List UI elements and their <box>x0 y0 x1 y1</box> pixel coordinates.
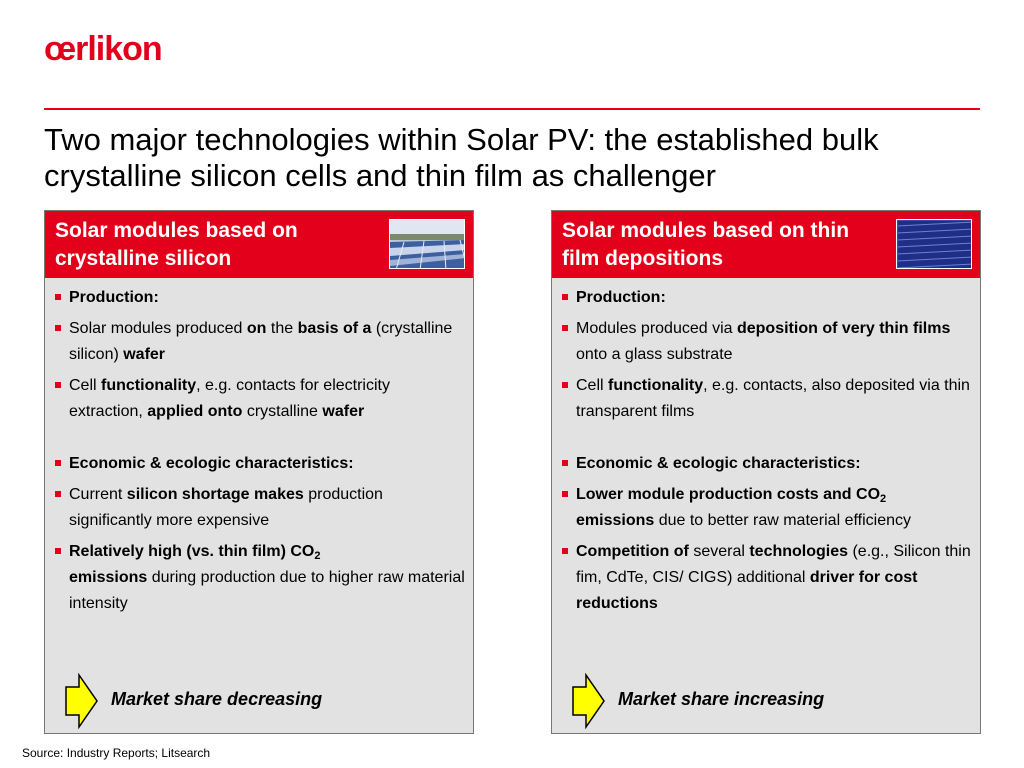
bullet-text: Current <box>69 486 127 503</box>
yellow-right-arrow-icon <box>572 673 606 729</box>
bullet-text: wafer <box>123 346 166 363</box>
square-bullet-icon <box>55 325 61 331</box>
bullet-text: Production: <box>576 289 666 306</box>
list-item <box>560 316 972 368</box>
bullet-text: , e.g. contacts, also deposited via thin transparent films <box>576 377 970 420</box>
square-bullet-icon <box>562 382 568 388</box>
yellow-right-arrow-icon <box>65 673 99 729</box>
square-bullet-icon <box>55 460 61 466</box>
list-item <box>560 373 972 425</box>
bullet-text: emissions <box>69 569 148 586</box>
list-item <box>560 482 972 534</box>
bullet-text: Solar modules produced <box>69 320 247 337</box>
bullet-text: applied onto <box>147 403 243 420</box>
square-bullet-icon <box>55 548 61 554</box>
bullet-text: emissions <box>576 512 655 529</box>
square-bullet-icon <box>55 491 61 497</box>
list-item <box>560 539 972 617</box>
list-item <box>560 451 972 477</box>
market-share-label: Market share decreasing <box>111 689 323 709</box>
bullet-text: due to better raw material efficiency <box>654 512 911 529</box>
list-item <box>53 316 465 368</box>
bullet-text: Cell <box>576 377 609 394</box>
bullet-text: Economic & ecologic characteristics: <box>576 455 861 472</box>
bullet-text: the <box>266 320 298 337</box>
bullet-list <box>53 285 465 622</box>
bullet-text: functionality <box>101 377 197 394</box>
bullet-text: Economic & ecologic characteristics: <box>69 455 354 472</box>
list-item <box>53 451 465 477</box>
square-bullet-icon <box>562 548 568 554</box>
bullet-text: Relatively high (vs. thin film) CO <box>69 543 315 560</box>
source-note: Source: Industry Reports; Litsearch <box>22 746 211 760</box>
market-share-callout <box>65 673 465 729</box>
bullet-text: basis of a <box>297 320 372 337</box>
square-bullet-icon <box>55 382 61 388</box>
slide-title: Two major technologies within Solar PV: the established bulk crystalline silicon cells and thin film as challenger <box>44 122 879 193</box>
bullet-text: Competition of <box>576 543 689 560</box>
bullet-text: production significantly more expensive <box>69 486 383 529</box>
bullet-text: Modules produced via <box>576 320 737 337</box>
subscript: 2 <box>314 550 321 562</box>
square-bullet-icon <box>562 460 568 466</box>
square-bullet-icon <box>562 294 568 300</box>
bullet-text: Production: <box>69 289 159 306</box>
panel-header-title: Solar modules based on thin film depositions <box>562 219 850 270</box>
bullet-text: during production due to higher raw material intensity <box>69 569 465 612</box>
square-bullet-icon <box>55 294 61 300</box>
header-rule <box>44 108 980 110</box>
bullet-text: (e.g., Silicon thin fim, CdTe, CIS/ CIGS) additional <box>576 543 971 586</box>
list-item <box>53 482 465 534</box>
bullet-text: silicon shortage makes <box>126 486 304 503</box>
bullet-text: Lower module production costs and CO <box>576 486 881 503</box>
bullet-text: wafer <box>322 403 365 420</box>
square-bullet-icon <box>562 491 568 497</box>
crystalline-silicon-panel <box>44 210 474 734</box>
bullet-list <box>560 285 972 622</box>
list-item <box>53 373 465 425</box>
thin-film-panel <box>551 210 981 734</box>
bullet-text: several <box>688 543 750 560</box>
panel-header <box>45 211 473 278</box>
thin-film-panel-photo <box>896 219 972 269</box>
bullet-text: , e.g. contacts for electricity extraction, <box>69 377 390 420</box>
bullet-text: Cell <box>69 377 102 394</box>
panel-header <box>552 211 980 278</box>
panel-header-title: Solar modules based on crystalline silicon <box>55 219 298 270</box>
solar-panel-field-photo <box>389 219 465 269</box>
bullet-text: deposition of very thin films <box>736 320 951 337</box>
list-item <box>53 539 465 617</box>
bullet-text: crystalline <box>242 403 323 420</box>
bullet-text: onto a glass substrate <box>576 346 733 363</box>
bullet-text: on <box>246 320 267 337</box>
list-item <box>53 285 465 311</box>
square-bullet-icon <box>562 325 568 331</box>
bullet-text: functionality <box>608 377 704 394</box>
oerlikon-logo: œrlikon <box>44 30 162 68</box>
subscript: 2 <box>880 493 887 505</box>
market-share-label: Market share increasing <box>618 689 825 709</box>
bullet-text: (crystalline silicon) <box>69 320 453 363</box>
bullet-text: driver for cost reductions <box>576 569 918 612</box>
bullet-text: technologies <box>749 543 849 560</box>
list-item <box>560 285 972 311</box>
market-share-callout <box>572 673 972 729</box>
